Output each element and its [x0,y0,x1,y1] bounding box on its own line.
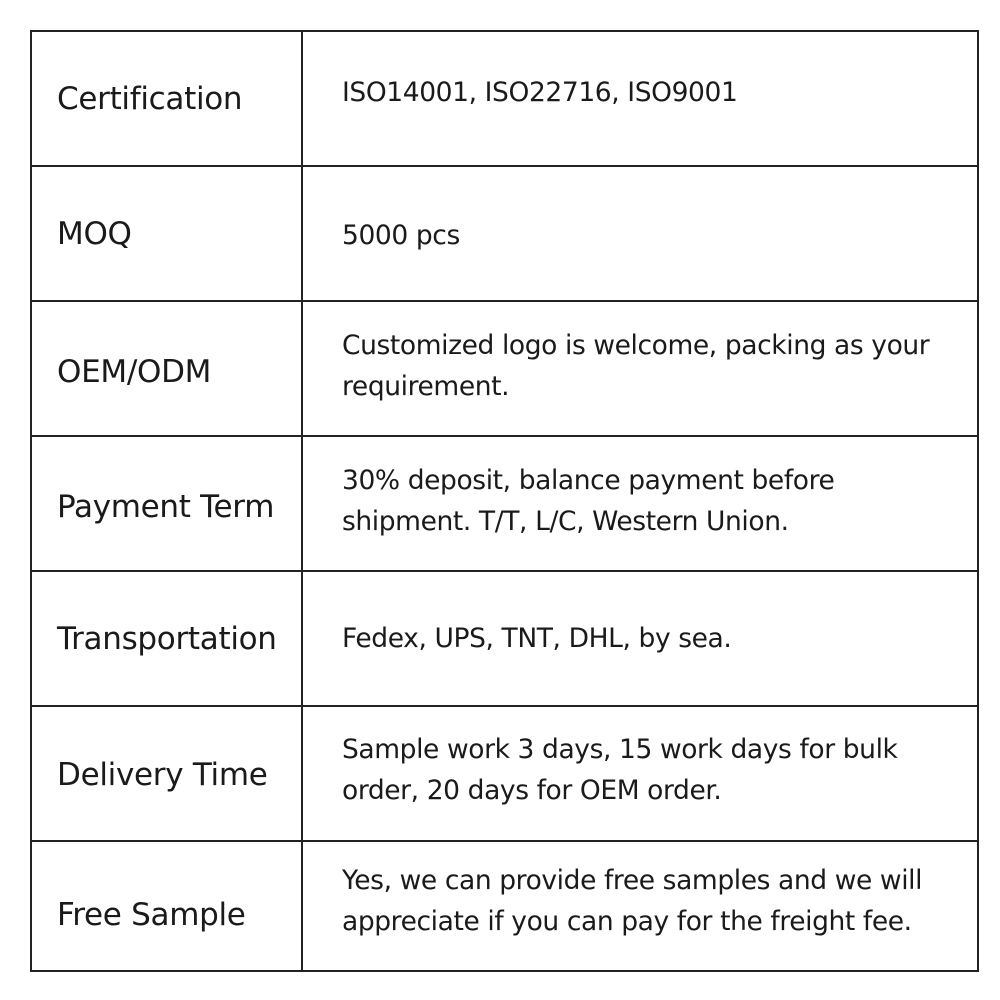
label-cell [31,31,302,166]
row-value-certification: ISO14001, ISO22716, ISO9001 [342,77,738,108]
row-value-transportation: Fedex, UPS, TNT, DHL, by sea. [342,623,732,654]
label-cell [31,436,302,571]
table-row [31,436,978,571]
table-row [31,31,978,166]
row-label-moq: MOQ [57,215,132,252]
row-value-payment-term: 30% deposit, balance payment before shipment. T/T, L/C, Western Union. [342,464,835,537]
value-cell [302,436,978,571]
value-cell [302,571,978,706]
row-value-oem-odm: Customized logo is welcome, packing as your requirement. [342,329,930,402]
row-label-payment-term: Payment Term [57,488,275,525]
row-value-free-sample: Yes, we can provide free samples and we will appreciate if you can pay for the freight fee. [342,865,923,937]
row-value-moq: 5000 pcs [342,220,460,251]
value-cell [302,841,978,971]
table-row [31,841,978,971]
table-row [31,706,978,841]
product-spec-table [30,30,979,972]
label-cell [31,166,302,301]
label-cell [31,301,302,436]
table-row [31,301,978,436]
label-cell [31,571,302,706]
row-label-delivery-time: Delivery Time [57,756,268,793]
row-label-certification: Certification [57,80,243,117]
value-cell [302,166,978,301]
row-label-free-sample: Free Sample [57,897,246,933]
value-cell [302,301,978,436]
label-cell [31,841,302,971]
row-label-oem-odm: OEM/ODM [57,353,212,390]
table-row [31,166,978,301]
value-cell [302,706,978,841]
row-value-delivery-time: Sample work 3 days, 15 work days for bulk order, 20 days for OEM order. [342,733,898,806]
value-cell [302,31,978,166]
row-label-transportation: Transportation [57,620,277,657]
label-cell [31,706,302,841]
table-row [31,571,978,706]
